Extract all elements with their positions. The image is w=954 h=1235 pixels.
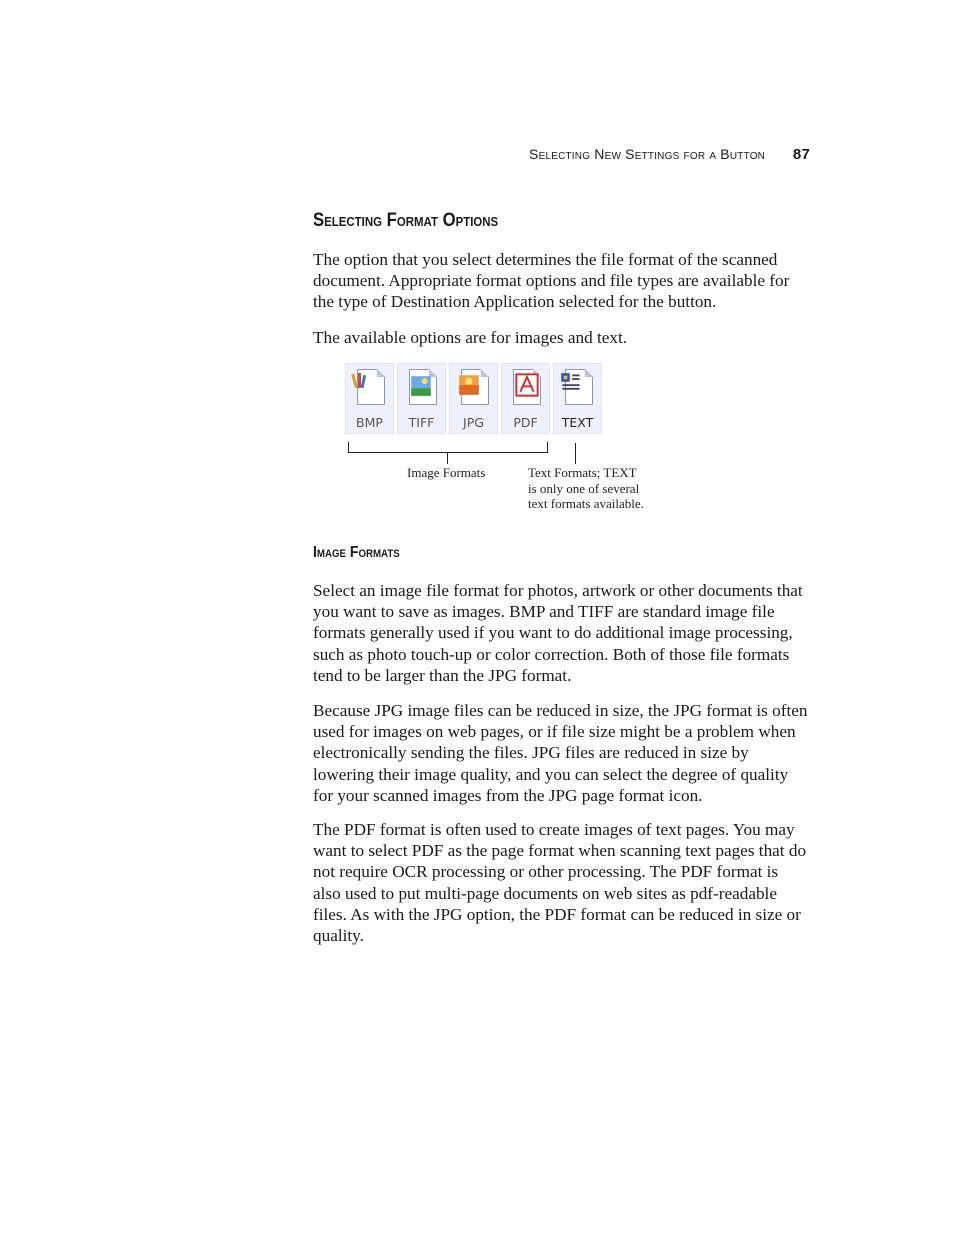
pdf-format-button[interactable] <box>501 363 550 434</box>
pdf-file-icon <box>515 372 539 398</box>
subsection-paragraph-1 <box>313 580 810 686</box>
section-heading: Selecting Format Options <box>313 210 499 231</box>
tiff-file-icon <box>409 375 433 397</box>
text-format-button[interactable] <box>553 363 602 434</box>
page-number: 87 <box>792 146 810 163</box>
format-label: BMP <box>356 415 383 430</box>
paragraph: Select an image file format for photos, artwork or other documents that you want to save as images. BMP and TIFF are standard image file formats generally used if you want to do additional image processing, such as photo touch-up or color correction. Both of those file formats tend to be larger than the JPG format. <box>313 581 803 685</box>
text-file-icon <box>560 372 582 394</box>
jpg-file-icon <box>458 374 480 396</box>
section-paragraph-2 <box>313 327 810 348</box>
paragraph: The option that you select determines the file format of the scanned document. Appropriate format options and file types are available for the type of Destination Application selected for the button. <box>313 250 790 312</box>
caption-line: is only one of several <box>528 480 640 496</box>
subsection-heading: Image Formats <box>313 544 400 561</box>
bmp-file-icon <box>350 372 368 390</box>
bmp-format-button[interactable] <box>345 363 394 434</box>
header-title: Selecting New Settings for a Button <box>529 146 766 162</box>
paragraph: The available options are for images and text. <box>313 328 628 347</box>
section-heading-block <box>313 210 810 232</box>
running-header <box>420 146 810 163</box>
text-formats-caption <box>528 465 644 512</box>
paragraph: The PDF format is often used to create images of text pages. You may want to select PDF as the page format when scanning text pages that do not require OCR processing or other processing. The PDF format is also used to put multi-page documents on web sites as pdf-readable files. As with the JPG option, the PDF format can be reduced in size or quality. <box>313 820 807 946</box>
caption-line: text formats available. <box>528 496 644 511</box>
subsection-heading-block <box>313 544 810 562</box>
image-formats-caption: Image Formats <box>407 465 486 480</box>
format-label: PDF <box>513 415 538 430</box>
image-formats-bracket <box>345 441 555 466</box>
subsection-paragraph-3 <box>313 819 810 946</box>
caption-line: Text Formats; TEXT <box>528 465 637 480</box>
jpg-format-button[interactable] <box>449 363 498 434</box>
section-paragraph-1 <box>313 249 810 313</box>
tiff-format-button[interactable] <box>397 363 446 434</box>
format-icons-figure <box>345 363 602 434</box>
text-formats-pointer <box>570 443 580 465</box>
format-label: TEXT <box>561 415 594 430</box>
format-label: JPG <box>463 415 484 430</box>
subsection-paragraph-2 <box>313 700 810 806</box>
format-label: TIFF <box>408 415 435 430</box>
paragraph: Because JPG image files can be reduced in size, the JPG format is often used for images on web pages, or if file size might be a problem when electronically sending the files. JPG files are reduced in size by lowering their image quality, and you can select the degree of quality for your scanned images from the JPG page format icon. <box>313 701 808 805</box>
